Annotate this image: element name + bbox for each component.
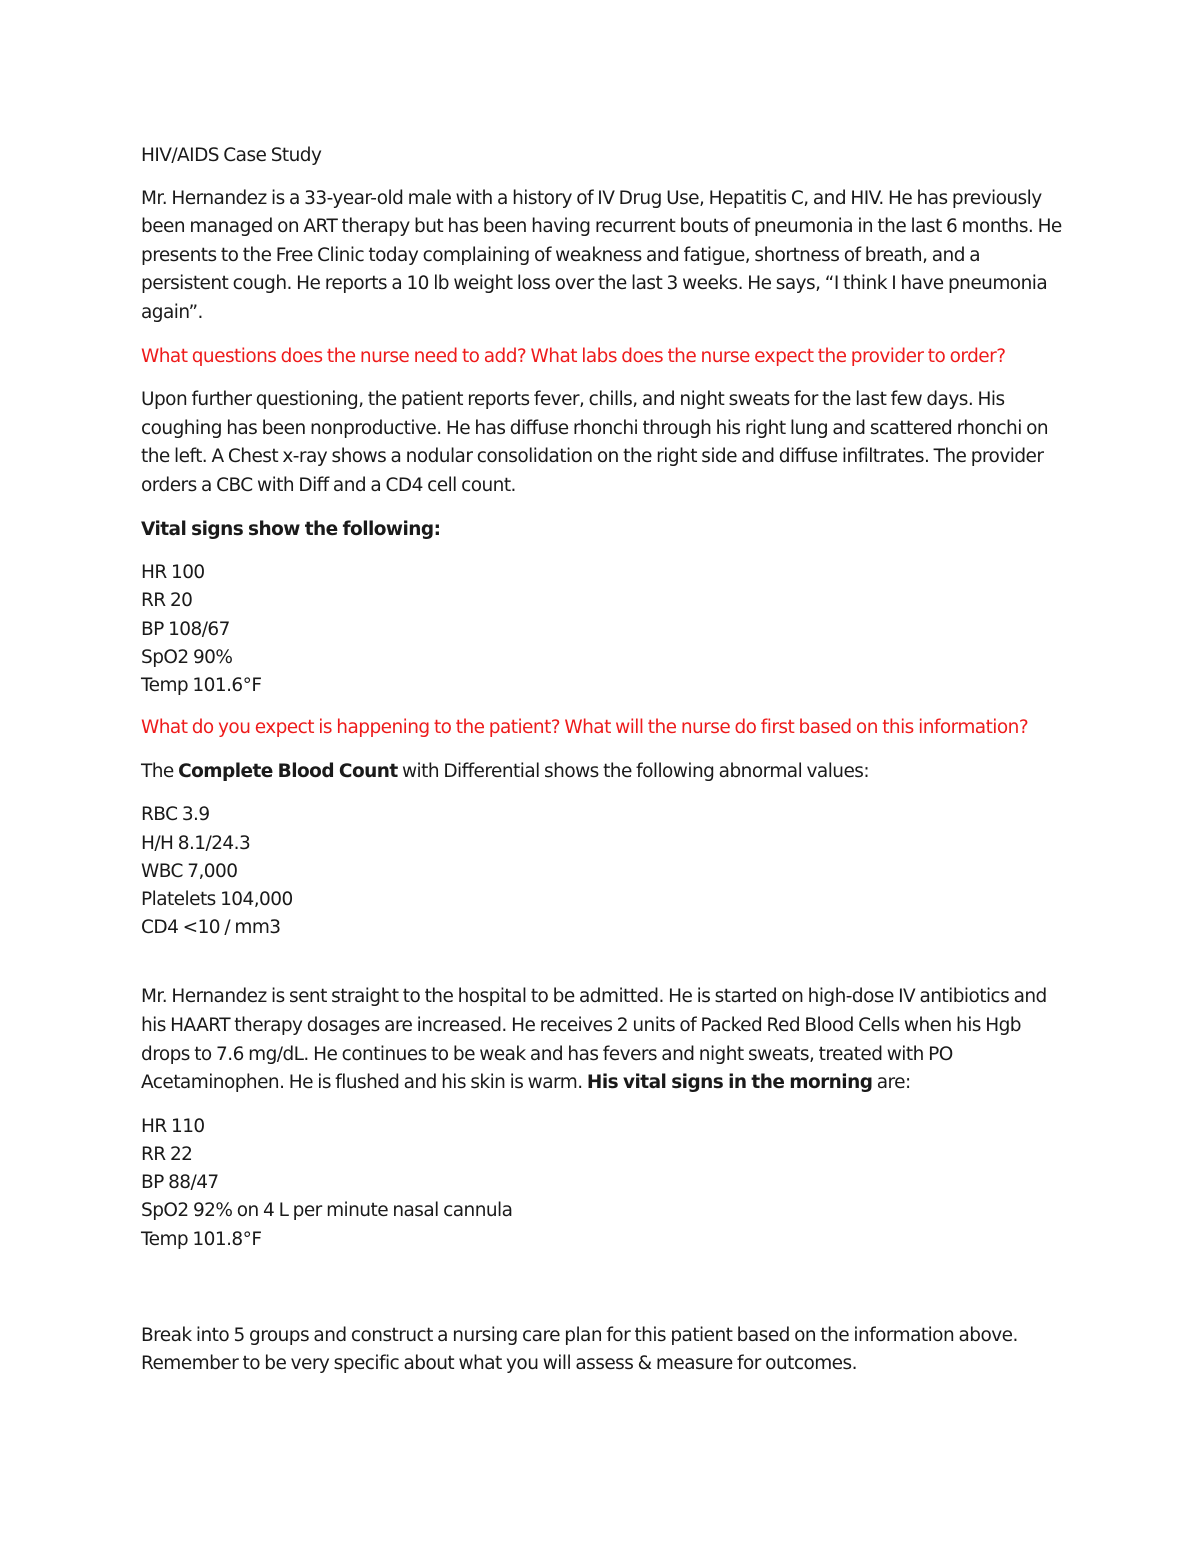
spacer bbox=[141, 1268, 1066, 1295]
question-labs-to-order: What questions does the nurse need to add? What labs does the nurse expect the provider to order? bbox=[141, 345, 1006, 367]
vital-blood-pressure: BP 108/67 bbox=[141, 618, 230, 640]
vital-respiratory-rate: RR 20 bbox=[141, 590, 193, 612]
vital-signs-heading: Vital signs show the following: bbox=[141, 518, 441, 540]
vital-heart-rate: HR 100 bbox=[141, 562, 205, 584]
question-what-is-happening: What do you expect is happening to the patient? What will the nurse do first based on this information? bbox=[141, 717, 1029, 739]
case-study-title: HIV/AIDS Case Study bbox=[141, 145, 322, 166]
document-body bbox=[141, 142, 1066, 1394]
cbc-prefix: The bbox=[141, 760, 179, 782]
vital-respiratory-rate: RR 22 bbox=[141, 1143, 193, 1165]
vital-blood-pressure: BP 88/47 bbox=[141, 1172, 219, 1194]
morning-vitals-bold: His vital signs in the morning bbox=[586, 1072, 873, 1094]
lab-rbc: RBC 3.9 bbox=[141, 804, 210, 826]
initial-vitals-list bbox=[141, 559, 1066, 700]
vital-temperature: Temp 101.8°F bbox=[141, 1228, 262, 1250]
lab-platelets: Platelets 104,000 bbox=[141, 888, 293, 910]
spacer bbox=[141, 1295, 1066, 1322]
lab-values-list bbox=[141, 801, 1066, 942]
admission-text: Mr. Hernandez is sent straight to the hospital to be admitted. He is started on high-dose IV antibiotics and his HAART therapy dosages are increased. He receives 2 units of Packed Red Blood Cells when his Hgb drops to 7.6 mg/dL. He continues to be weak and has fevers and night sweats, treated with PO Acetaminophen. He is flushed and his skin is warm. bbox=[141, 986, 1047, 1094]
further-findings-paragraph: Upon further questioning, the patient reports fever, chills, and night sweats for the last few days. His coughing has been nonproductive. He has diffuse rhonchi through his right lung and scattered rhonchi on the left. A Chest x-ray shows a nodular consolidation on the right side and diffuse infiltrates. The provider orders a CBC with Diff and a CD4 cell count. bbox=[141, 389, 1049, 496]
lab-wbc: WBC 7,000 bbox=[141, 860, 238, 882]
vital-spo2: SpO2 92% on 4 L per minute nasal cannula bbox=[141, 1200, 513, 1222]
vital-heart-rate: HR 110 bbox=[141, 1115, 205, 1137]
assignment-instructions: Break into 5 groups and construct a nursing care plan for this patient based on the information above. Remember to be very specific about what you will assess & measure for outcomes. bbox=[141, 1324, 1018, 1375]
lab-hh: H/H 8.1/24.3 bbox=[141, 832, 251, 854]
spacer bbox=[141, 956, 1066, 983]
patient-intro-paragraph: Mr. Hernandez is a 33-year-old male with a history of IV Drug Use, Hepatitis C, and HIV. He has previously been managed on ART therapy but has been having recurrent bouts of pneumonia in the last 6 months. He presents to the Free Clinic today complaining of weakness and fatigue, shortness of breath, and a persistent cough. He reports a 10 lb weight loss over the last 3 weeks. He says, “I think I have pneumonia again”. bbox=[141, 187, 1062, 323]
morning-vitals-list bbox=[141, 1113, 1066, 1254]
vital-spo2: SpO2 90% bbox=[141, 646, 233, 668]
cbc-bold-term: Complete Blood Count bbox=[178, 760, 398, 782]
lab-cd4: CD4 <10 / mm3 bbox=[141, 917, 281, 939]
admission-paragraph bbox=[141, 983, 1066, 1097]
admission-suffix: are: bbox=[872, 1072, 911, 1094]
vital-temperature: Temp 101.6°F bbox=[141, 674, 262, 696]
cbc-suffix: with Differential shows the following abnormal values: bbox=[397, 760, 870, 782]
cbc-intro-line bbox=[141, 758, 1066, 787]
